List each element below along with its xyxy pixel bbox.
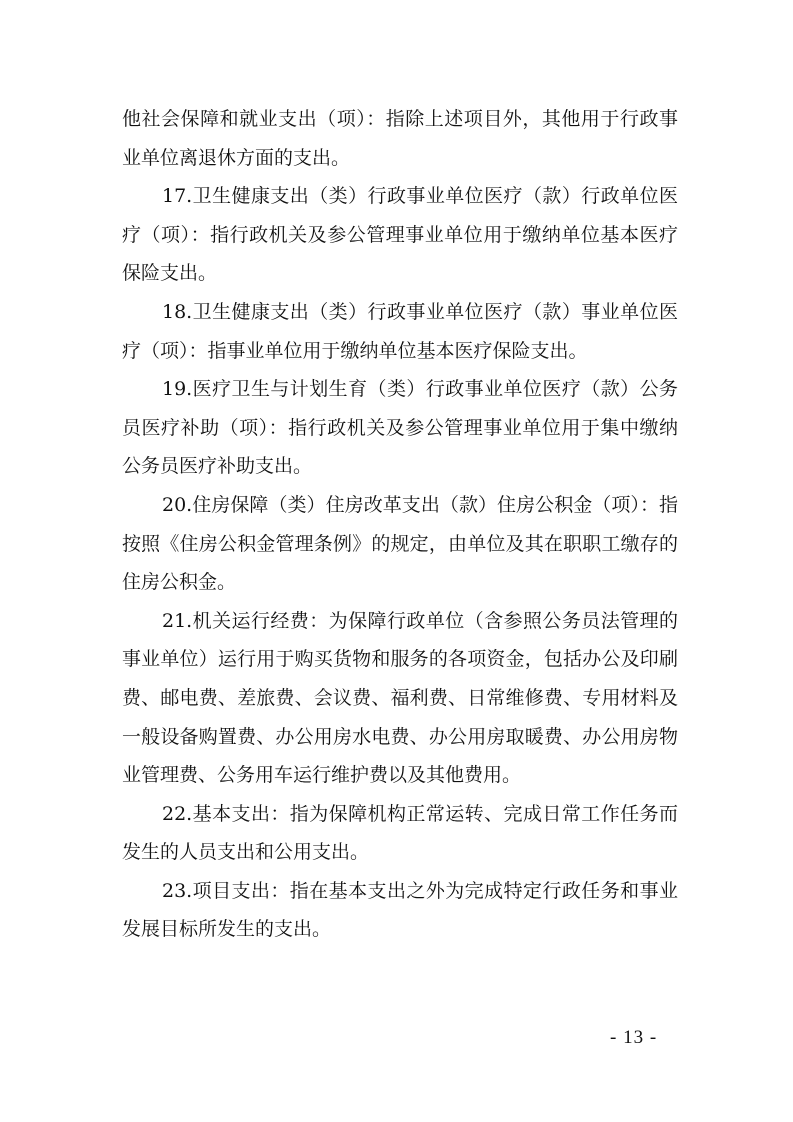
document-body: [122, 100, 678, 949]
paragraph-continued: 他社会保障和就业支出（项）：指除上述项目外，其他用于行政事业单位离退休方面的支出。: [122, 108, 678, 169]
page-number: - 13 -: [610, 1027, 658, 1048]
paragraph-21: 21.机关运行经费：为保障行政单位（含参照公务员法管理的事业单位）运行用于购买货物和服务的各项资金，包括办公及印刷费、邮电费、差旅费、会议费、福利费、日常维修费、专用材料及一般设备购置费、办公用房水电费、办公用房取暖费、办公用房物业管理费、公务用车运行维护费以及其他费用。: [122, 609, 678, 787]
paragraph-22: 22.基本支出：指为保障机构正常运转、完成日常工作任务而发生的人员支出和公用支出。: [122, 802, 678, 864]
paragraph-18: 18.卫生健康支出（类）行政事业单位医疗（款）事业单位医疗（项）：指事业单位用于缴纳单位基本医疗保险支出。: [122, 300, 678, 362]
paragraph-17: 17.卫生健康支出（类）行政事业单位医疗（款）行政单位医疗（项）：指行政机关及参公管理事业单位用于缴纳单位基本医疗保险支出。: [122, 185, 678, 285]
paragraph-23: 23.项目支出：指在基本支出之外为完成特定行政任务和事业发展目标所发生的支出。: [122, 879, 678, 941]
paragraph-20: 20.住房保障（类）住房改革支出（款）住房公积金（项）：指按照《住房公积金管理条例》的规定，由单位及其在职职工缴存的住房公积金。: [122, 493, 678, 594]
paragraph-19: 19.医疗卫生与计划生育（类）行政事业单位医疗（款）公务员医疗补助（项）：指行政机关及参公管理事业单位用于集中缴纳公务员医疗补助支出。: [122, 378, 678, 478]
